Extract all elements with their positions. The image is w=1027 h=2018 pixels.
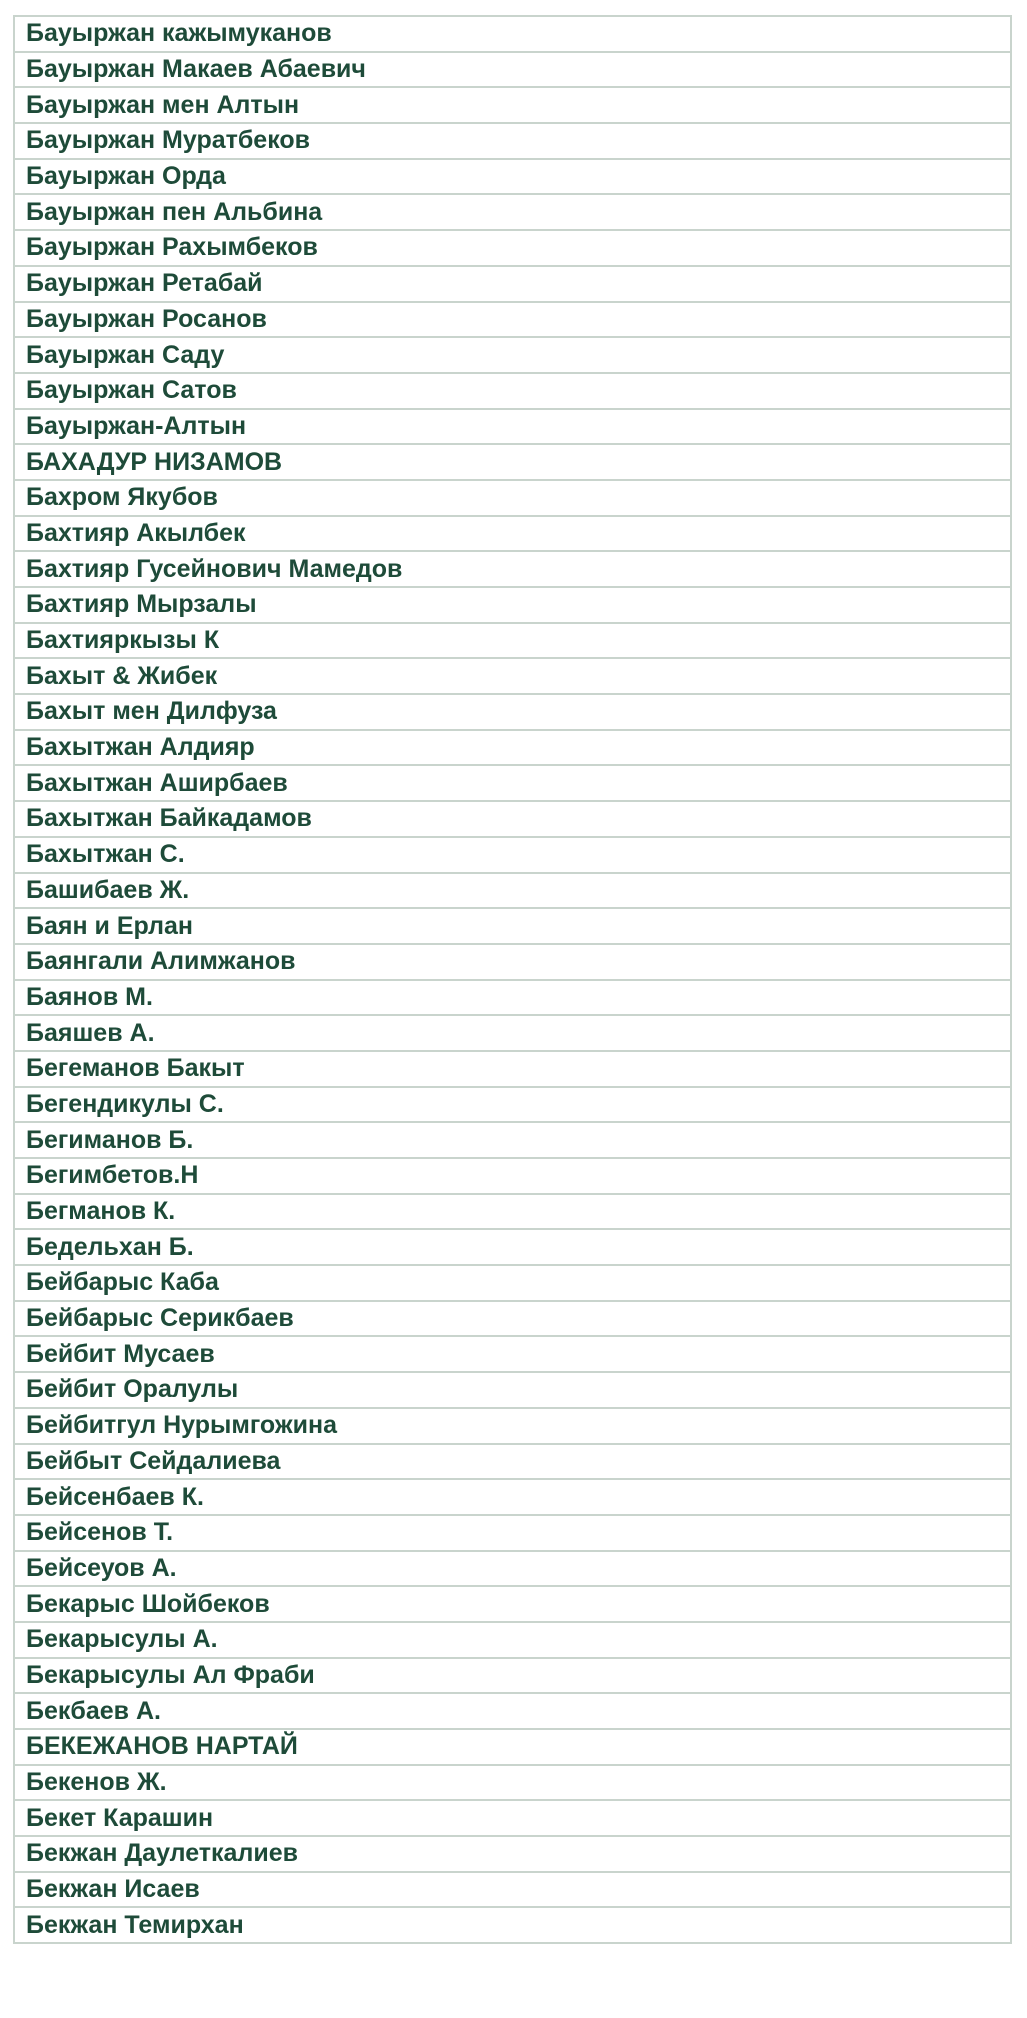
name-cell: Башибаев Ж. xyxy=(14,873,1011,909)
name-cell: Бауыржан Росанов xyxy=(14,302,1011,338)
name-cell: Баян и Ерлан xyxy=(14,908,1011,944)
name-cell: Бейбарыс Серикбаев xyxy=(14,1301,1011,1337)
table-row xyxy=(14,1693,1011,1729)
table-row xyxy=(14,444,1011,480)
name-cell: Бекарыс Шойбеков xyxy=(14,1586,1011,1622)
table-row xyxy=(14,1194,1011,1230)
table-row xyxy=(14,1515,1011,1551)
name-cell: Бекжан Исаев xyxy=(14,1872,1011,1908)
table-row xyxy=(14,1444,1011,1480)
table-row xyxy=(14,944,1011,980)
table-row xyxy=(14,480,1011,516)
table-row xyxy=(14,302,1011,338)
table-row xyxy=(14,516,1011,552)
table-row xyxy=(14,230,1011,266)
table-row xyxy=(14,373,1011,409)
table-row xyxy=(14,1229,1011,1265)
table-row xyxy=(14,730,1011,766)
table-row xyxy=(14,52,1011,88)
name-cell: Бекжан Темирхан xyxy=(14,1907,1011,1943)
name-cell: Бахытжан Алдияр xyxy=(14,730,1011,766)
name-cell: Бейбарыс Каба xyxy=(14,1265,1011,1301)
table-row xyxy=(14,908,1011,944)
name-cell: Бахытжан Аширбаев xyxy=(14,765,1011,801)
table-row xyxy=(14,266,1011,302)
table-row xyxy=(14,1586,1011,1622)
table-row xyxy=(14,1872,1011,1908)
table-row xyxy=(14,1372,1011,1408)
table-row xyxy=(14,623,1011,659)
table-row xyxy=(14,1551,1011,1587)
name-cell: Бахыт & Жибек xyxy=(14,658,1011,694)
table-row xyxy=(14,980,1011,1016)
table-row xyxy=(14,1301,1011,1337)
table-row xyxy=(14,1015,1011,1051)
name-cell: Бейбыт Сейдалиева xyxy=(14,1444,1011,1480)
table-row xyxy=(14,1800,1011,1836)
table-row xyxy=(14,1622,1011,1658)
table-row xyxy=(14,1158,1011,1194)
name-list-body xyxy=(14,16,1011,1943)
table-row xyxy=(14,551,1011,587)
name-cell: Баяшев А. xyxy=(14,1015,1011,1051)
table-row xyxy=(14,1051,1011,1087)
name-cell: Бауыржан Макаев Абаевич xyxy=(14,52,1011,88)
name-cell: Бауыржан Орда xyxy=(14,159,1011,195)
name-cell: Бегендикулы С. xyxy=(14,1087,1011,1123)
table-row xyxy=(14,765,1011,801)
table-row xyxy=(14,587,1011,623)
name-cell: Бахром Якубов xyxy=(14,480,1011,516)
name-list-table xyxy=(13,15,1012,1944)
name-cell: Бекарысулы Ал Фраби xyxy=(14,1658,1011,1694)
table-row xyxy=(14,1087,1011,1123)
name-cell: Бауыржан Ретабай xyxy=(14,266,1011,302)
name-cell: Бахыт мен Дилфуза xyxy=(14,694,1011,730)
table-row xyxy=(14,159,1011,195)
table-row xyxy=(14,87,1011,123)
name-cell: Бауыржан Сатов xyxy=(14,373,1011,409)
name-cell: Бейсенбаев К. xyxy=(14,1479,1011,1515)
name-cell: Бахтияр Мырзалы xyxy=(14,587,1011,623)
name-cell: Бейбитгул Нурымгожина xyxy=(14,1408,1011,1444)
table-row xyxy=(14,1836,1011,1872)
table-row xyxy=(14,1765,1011,1801)
name-cell: Бегеманов Бакыт xyxy=(14,1051,1011,1087)
name-cell: Бахытжан С. xyxy=(14,837,1011,873)
table-row xyxy=(14,1907,1011,1943)
name-cell: Баянгали Алимжанов xyxy=(14,944,1011,980)
name-cell: Бегиманов Б. xyxy=(14,1122,1011,1158)
name-cell: Бауыржан Саду xyxy=(14,337,1011,373)
name-cell: Бекбаев А. xyxy=(14,1693,1011,1729)
name-cell: БЕКЕЖАНОВ НАРТАЙ xyxy=(14,1729,1011,1765)
name-cell: Бауыржан кажымуканов xyxy=(14,16,1011,52)
name-cell: Бегманов К. xyxy=(14,1194,1011,1230)
table-row xyxy=(14,873,1011,909)
table-row xyxy=(14,1658,1011,1694)
table-row xyxy=(14,837,1011,873)
name-cell: Бахтияр Гусейнович Мамедов xyxy=(14,551,1011,587)
table-row xyxy=(14,1479,1011,1515)
table-row xyxy=(14,1408,1011,1444)
name-cell: Бекжан Даулеткалиев xyxy=(14,1836,1011,1872)
name-cell: Бахытжан Байкадамов xyxy=(14,801,1011,837)
name-cell: Бейбит Оралулы xyxy=(14,1372,1011,1408)
table-row xyxy=(14,194,1011,230)
name-cell: Бауыржан-Алтын xyxy=(14,409,1011,445)
name-cell: БАХАДУР НИЗАМОВ xyxy=(14,444,1011,480)
name-cell: Бедельхан Б. xyxy=(14,1229,1011,1265)
name-cell: Бауыржан Рахымбеков xyxy=(14,230,1011,266)
name-cell: Бекет Карашин xyxy=(14,1800,1011,1836)
table-row xyxy=(14,1729,1011,1765)
table-row xyxy=(14,16,1011,52)
table-row xyxy=(14,1265,1011,1301)
name-cell: Бауыржан Муратбеков xyxy=(14,123,1011,159)
name-cell: Бейсенов Т. xyxy=(14,1515,1011,1551)
name-cell: Бекенов Ж. xyxy=(14,1765,1011,1801)
name-list-sheet xyxy=(13,15,1012,1944)
table-row xyxy=(14,658,1011,694)
name-cell: Бейбит Мусаев xyxy=(14,1336,1011,1372)
name-cell: Бегимбетов.Н xyxy=(14,1158,1011,1194)
name-cell: Бауыржан пен Альбина xyxy=(14,194,1011,230)
name-cell: Бауыржан мен Алтын xyxy=(14,87,1011,123)
table-row xyxy=(14,801,1011,837)
name-cell: Бахтияркызы К xyxy=(14,623,1011,659)
name-cell: Бейсеуов А. xyxy=(14,1551,1011,1587)
name-cell: Бекарысулы А. xyxy=(14,1622,1011,1658)
table-row xyxy=(14,694,1011,730)
table-row xyxy=(14,409,1011,445)
table-row xyxy=(14,1336,1011,1372)
table-row xyxy=(14,1122,1011,1158)
name-cell: Баянов М. xyxy=(14,980,1011,1016)
table-row xyxy=(14,123,1011,159)
table-row xyxy=(14,337,1011,373)
name-cell: Бахтияр Акылбек xyxy=(14,516,1011,552)
